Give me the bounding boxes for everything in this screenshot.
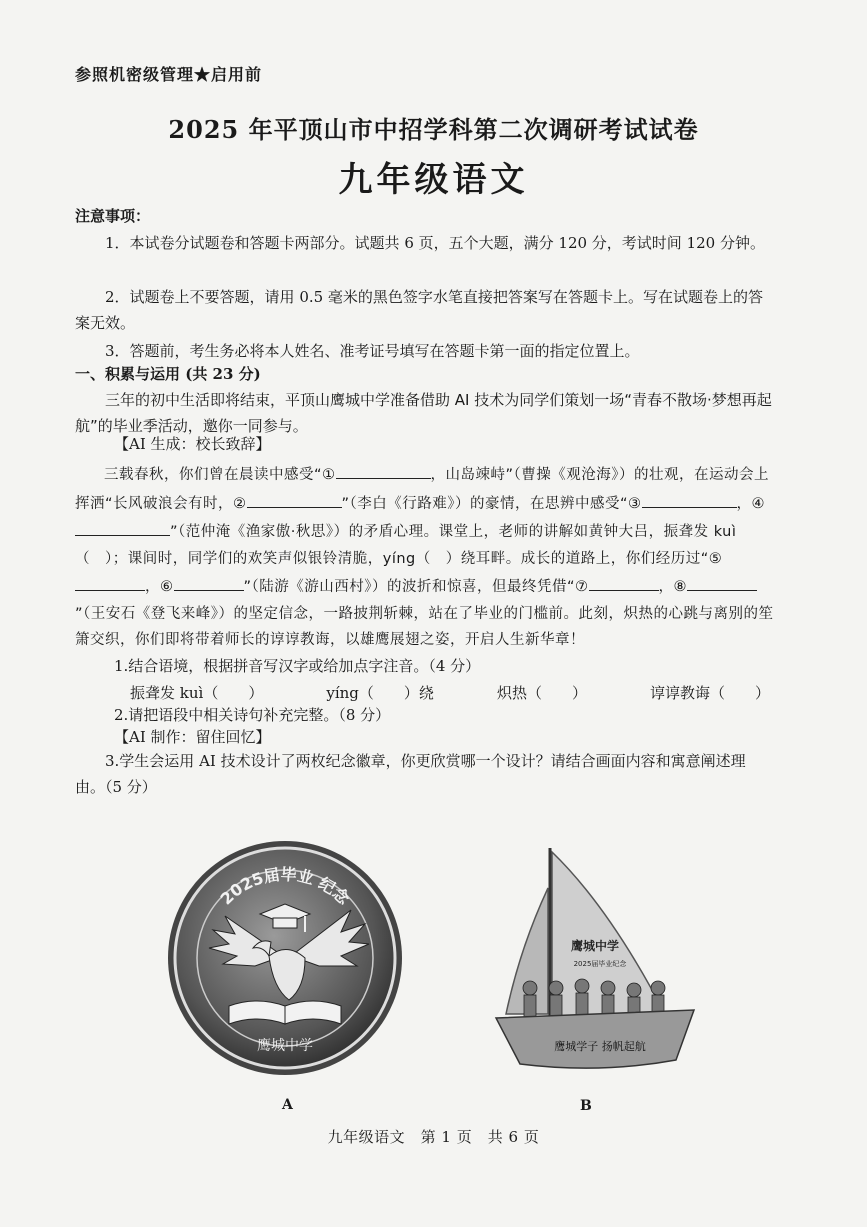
speech-text: ”（陆游《游山西村》）的波折和惊喜，但最终凭借“⑦: [243, 579, 589, 595]
badge-a-arc-text: 2025届毕业 纪念: [216, 864, 354, 909]
confidential-label: 参照机密级管理★启用前: [75, 65, 263, 84]
ai-label-memory: 【AI 制作：留住回忆】: [114, 728, 271, 746]
notice-heading: 注意事项：: [75, 207, 151, 225]
badge-b-image: [490, 838, 700, 1088]
speech-text: ，⑥: [145, 579, 174, 595]
notice-item-3: 3．答题前，考生务必将本人姓名、准考证号填写在答题卡第一面的指定位置上。: [105, 342, 640, 360]
blank-6: [174, 572, 244, 591]
badge-a-school-name: 鹰城中学: [257, 1038, 313, 1054]
exam-title: 2025 年平顶山市中招学科第二次调研考试试卷: [168, 115, 699, 144]
badge-a-image: [165, 838, 405, 1078]
speech-text: ，山岛竦峙”（曹操《观沧海》）的壮观，在运动会上挥洒“长风破浪会有时，②: [75, 467, 770, 512]
notice-item-1: 1．本试卷分试题卷和答题卡两部分。试题共 6 页，五个大题，满分 120 分，考试时间 120 分钟。: [105, 234, 765, 252]
blank-5: [75, 572, 145, 591]
section-intro: 三年的初中生活即将结束，平顶山鹰城中学准备借助 AI 技术为同学们策划一场“青春不散场·梦想再起航”的毕业季活动，邀你一同参与。: [75, 391, 772, 435]
blank-4: [75, 517, 170, 536]
blank-7: [589, 572, 659, 591]
badge-a-label: A: [282, 1097, 293, 1113]
question-3: 3.学生会运用 AI 技术设计了两枚纪念徽章，你更欣赏哪一个设计？请结合画面内容和寓意阐述理由。（5 分）: [75, 752, 746, 796]
exam-subject: 九年级语文: [338, 160, 529, 200]
speech-text: ”（李白《行路难》）的豪情，在思辨中感受“③: [341, 495, 642, 512]
speech-text: ”（王安石《登飞来峰》）的坚定信念，一路披荆斩棘，站在了毕业的门槛前。此刻，炽热的心跳与离别的笙箫交织，你们即将带着师长的谆谆教诲，以雄鹰展翅之姿，开启人生新华章！: [75, 605, 774, 648]
speech-text: ，④: [736, 495, 766, 512]
q1-item: yíng（ ）绕: [326, 684, 434, 702]
sail-title: 鹰城中学: [570, 939, 620, 953]
badge-b-label: B: [580, 1098, 592, 1114]
speech-text: ”（范仲淹《渔家傲·秋思》）的矛盾心理。课堂上，老师的讲解如黄钟大吕，振聋发 kuì（ ）；课间时，同学们的欢笑声似银铃清脆，yíng（ ）绕耳畔。成长的道路上，你们经历过“⑤: [75, 524, 737, 567]
speech-text: 三载春秋，你们曾在晨读中感受“①: [104, 467, 336, 483]
ai-label-speech: 【AI 生成：校长致辞】: [114, 435, 271, 453]
blank-1: [336, 460, 431, 479]
notice-item-2: 2．试题卷上不要答题，请用 0.5 毫米的黑色签字水笔直接把答案写在答题卡上。写在试题卷上的答案无效。: [75, 288, 763, 332]
blank-3: [642, 489, 737, 508]
question-2: 2.请把语段中相关诗句补充完整。（8 分）: [114, 706, 391, 724]
sail-subtitle: 2025届毕业纪念: [573, 960, 627, 968]
question-1: 1.结合语境，根据拼音写汉字或给加点字注音。（4 分）: [114, 657, 481, 675]
q1-item: 振聋发 kuì（ ）: [130, 684, 264, 702]
section-heading: 一、积累与运用 (共 23 分): [75, 365, 261, 383]
page-footer: 九年级语文 第 1 页 共 6 页: [327, 1128, 540, 1146]
blank-8: [687, 572, 757, 591]
q1-item: 谆谆教诲（ ）: [649, 684, 770, 702]
blank-2: [247, 489, 342, 508]
hull-text: 鹰城学子 扬帆起航: [554, 1040, 646, 1053]
speech-paragraph: [75, 460, 775, 654]
q1-item: 炽热（ ）: [496, 684, 587, 702]
speech-text: ，⑧: [658, 579, 688, 595]
